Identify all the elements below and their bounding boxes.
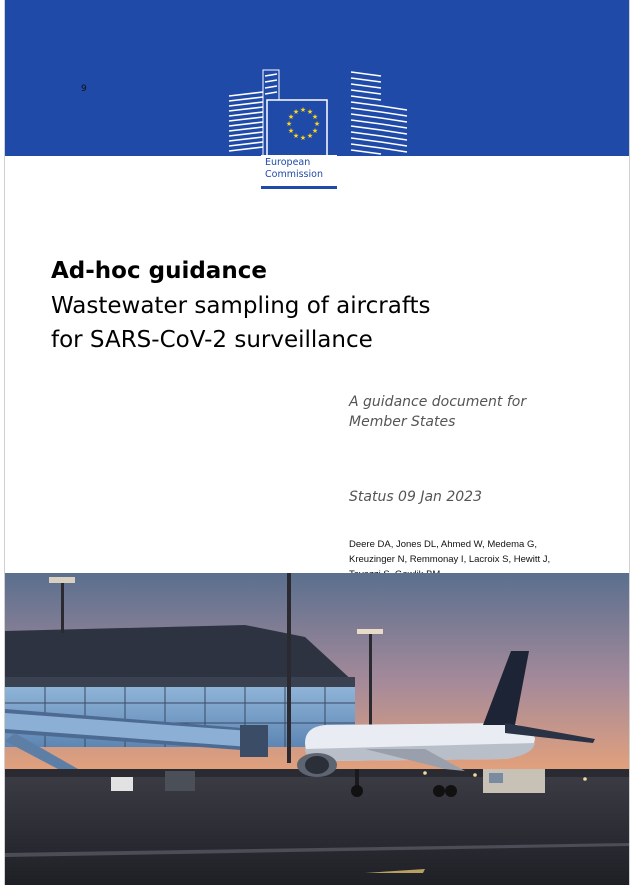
document-cover-page [4, 0, 630, 885]
svg-text:★: ★ [287, 113, 295, 121]
svg-text:★: ★ [292, 132, 300, 140]
svg-text:★: ★ [299, 134, 307, 142]
svg-text:★: ★ [313, 120, 321, 128]
svg-text:★: ★ [299, 106, 307, 114]
svg-text:★: ★ [285, 120, 293, 128]
svg-text:★: ★ [311, 113, 319, 121]
author-line: Deere DA, Jones DL, Ahmed W, Medema G, [349, 539, 537, 550]
document-title-line2: for SARS-CoV-2 surveillance [51, 327, 373, 353]
author-line: Kreuzinger N, Remmonay I, Lacroix S, Hewitt J, [349, 554, 551, 565]
subtitle-line1: A guidance document for [349, 394, 527, 410]
document-title-line1: Wastewater sampling of aircrafts [51, 293, 431, 319]
logo-text-line1: European [265, 157, 311, 168]
svg-text:★: ★ [292, 108, 300, 116]
document-status: Status 09 Jan 2023 [349, 489, 482, 505]
svg-text:★: ★ [311, 127, 319, 135]
airport-sunset-aircraft-photo [5, 573, 630, 885]
document-title-bold: Ad-hoc guidance [51, 258, 267, 284]
european-commission-logo [223, 66, 413, 156]
logo-text-line2: Commission [265, 169, 323, 180]
page-number: 9 [81, 84, 87, 94]
subtitle-line2: Member States [349, 414, 456, 430]
svg-text:★: ★ [306, 108, 314, 116]
logo-wordmark [261, 155, 337, 189]
svg-text:★: ★ [287, 127, 295, 135]
svg-text:★: ★ [306, 132, 314, 140]
